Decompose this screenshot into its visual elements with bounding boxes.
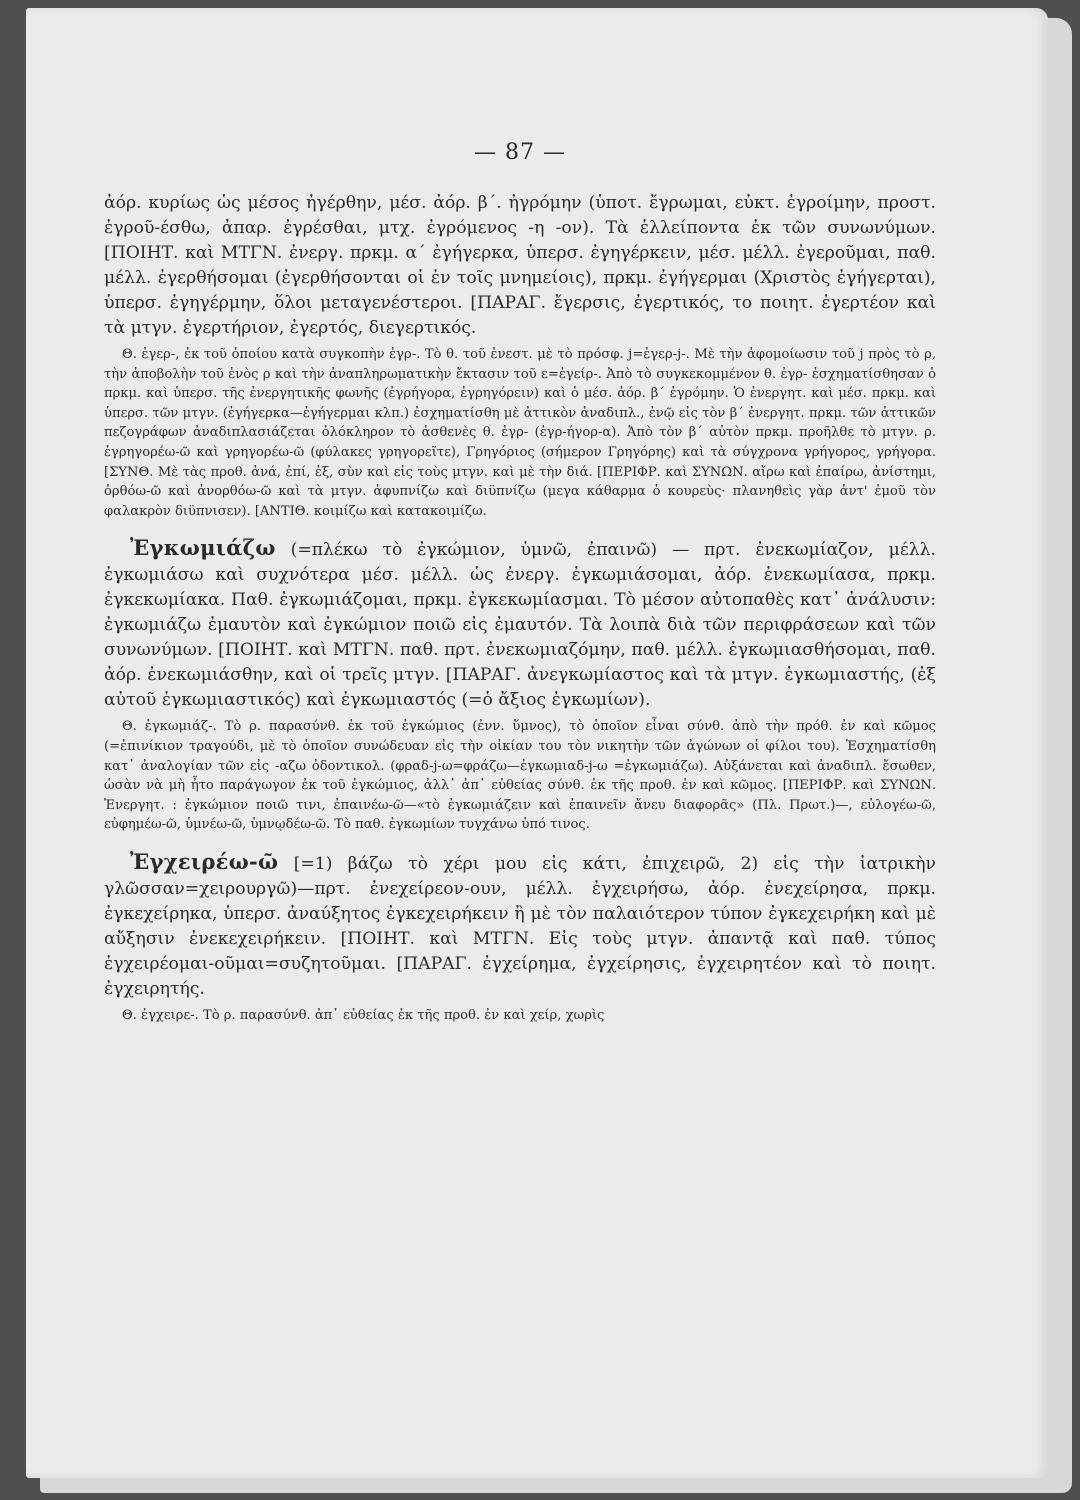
entry-body bbox=[104, 535, 936, 713]
entry-body-text: (=πλέκω τὸ ἐγκώμιον, ὑμνῶ, ἐπαινῶ) — πρτ. ἐνεκωμίαζον, μέλλ. ἐγκωμιάσω καὶ συχνότερα μέσ. μέλλ. ὡς ἐνεργ. ἐγκωμιάσομαι, ἀόρ. ἐνεκωμίασα, πρκμ. ἐγκεκωμίακα. Παθ. ἐγκωμιάζομαι, πρκμ. ἐγκεκωμίασμαι. Τὸ μέσον αὐτοπαθὲς κατ᾽ ἀνάλυσιν: ἐγκωμιάζω ἐμαυτὸν καὶ ἐγκώμιον ποιῶ εἰς ἐμαυτόν. Τὰ λοιπὰ διὰ τῶν περιφράσεων καὶ τῶν συνωνύμων. [ΠΟΙΗΤ. καὶ ΜΤΓΝ. παθ. πρτ. ἐνεκωμιαζόμην, παθ. μέλλ. ἐγκωμιασθήσομαι, παθ. ἀόρ. ἐνεκωμιάσθην, καὶ οἱ τρεῖς μτγν. [ΠΑΡΑΓ. ἀνεγκωμίαστος καὶ τὰ μτγν. ἐγκωμιαστής, (ἐξ αὐτοῦ ἐγκωμιαστικός) καὶ ἐγκωμιαστός (=ὁ ἄξιος ἐγκωμίων). bbox=[104, 540, 936, 711]
dictionary-entry bbox=[104, 849, 936, 1026]
entry-headword: Ἐγχειρέω-ῶ bbox=[130, 848, 279, 874]
entry-headword: Ἐγκωμιάζω bbox=[130, 535, 276, 561]
page-number: — 87 — bbox=[474, 140, 566, 165]
dictionary-entry bbox=[104, 535, 936, 835]
entry-etymology: Θ. ἐγερ-, ἐκ τοῦ ὁποίου κατὰ συγκοπὴν ἐγρ-. Τὸ θ. τοῦ ἐνεστ. μὲ τὸ πρόσφ. j=ἐγερ-j-. Μὲ τὴν ἀφομοίωσιν τοῦ j πρὸς τὸ ρ, τὴν ἀποβολὴν τοῦ ἑνὸς ρ καὶ τὴν ἀναπληρωματικὴν ἔκτασιν τοῦ ε=ἐγείρ-. Ἀπὸ τὸ συγκεκομμένον θ. ἐγρ- ἐσχηματίσθησαν ὁ πρκμ. καὶ ὑπερσ. τῆς ἐνεργητικῆς φωνῆς (ἐγρήγορα, ἐγρηγόρειν) καὶ ὁ μέσ. ἀόρ. β΄ ἐγρόμην. Ὁ ἐνεργητ. καὶ μέσ. πρκμ. καὶ ὑπερσ. τῶν μτγν. (ἐγήγερκα—ἐγήγερμαι κλπ.) ἐσχηματίσθη μὲ ἀττικὸν ἀναδιπλ., ἐνῷ εἰς τὸν β΄ ἐνεργητ. πρκμ. τῶν ἀττικῶν πεζογράφων ἀναδιπλασιάζεται ὁλόκληρον τὸ ἀσθενὲς θ. ἐγρ- (ἐγρ-ήγορ-α). Ἀπὸ τὸν β΄ αὐτὸν πρκμ. προῆλθε τὸ μτγν. ρ. ἐγρηγορέω-ῶ καὶ γρηγορέω-ῶ (φύλακες γρηγορεῖτε), Γρηγόριος (σήμερον Γρηγόρης) καὶ τὰ σύγχρονα γρήγορος, γρήγορα. [ΣΥΝΘ. Μὲ τὰς προθ. ἀνά, ἐπί, ἐξ, σὺν καὶ εἰς τοὺς μτγν. καὶ μὲ τὴν διά. [ΠΕΡΙΦΡ. καὶ ΣΥΝΩΝ. αἴρω καὶ ἐπαίρω, ἀνίστημι, ὀρθόω-ῶ καὶ ἀνορθόω-ῶ καὶ τὰ μτγν. ἀφυπνίζω καὶ διϋπνίζω (μεγα κάθαρμα ὁ κουρεὺς· πλανηθεὶς γὰρ ἀντ' ἐμοῦ τὸν φαλακρὸν διϋπνισεν). [ΑΝΤΙΘ. κοιμίζω καὶ κατακοιμίζω. bbox=[104, 347, 936, 519]
dictionary-entry bbox=[104, 191, 936, 521]
entry-body-text: [=1) βάζω τὸ χέρι μου εἰς κάτι, ἐπιχειρῶ, 2) εἰς τὴν ἰατρικὴν γλῶσσαν=χειρουργῶ)—πρτ. ἐνεχείρεον-ουν, μέλλ. ἐγχειρήσω, ἀόρ. ἐνεχείρησα, πρκμ. ἐγκεχείρηκα, ὑπερσ. ἀναύξητος ἐγκεχειρήκειν ἢ μὲ τὸν παλαιότερον τύπον ἐγκεχειρήκη καὶ μὲ αὔξησιν ἐνεκεχειρήκειν. [ΠΟΙΗΤ. καὶ ΜΤΓΝ. Εἰς τοὺς μτγν. ἀπαντᾷ καὶ παθ. τύπος ἐγχειρέομαι-οῦμαι=συζητοῦμαι. [ΠΑΡΑΓ. ἐγχείρημα, ἐγχείρησις, ἐγχειρητέον καὶ τὸ ποιητ. ἐγχειρητής. bbox=[104, 853, 936, 999]
entry-body bbox=[104, 191, 936, 341]
page-text-block bbox=[104, 140, 936, 1026]
entry-etymology: Θ. ἐγχειρε-. Τὸ ρ. παρασύνθ. ἀπ᾽ εὐθείας ἐκ τῆς προθ. ἐν καὶ χείρ, χωρὶς bbox=[122, 1007, 605, 1023]
entry-body bbox=[104, 849, 936, 1002]
book-page bbox=[26, 8, 1048, 1478]
entry-body-text: ἀόρ. κυρίως ὡς μέσος ἠγέρθην, μέσ. ἀόρ. β΄. ἠγρόμην (ὑποτ. ἔγρωμαι, εὐκτ. ἐγροίμην, προστ. ἐγροῦ-έσθω, ἀπαρ. ἐγρέσθαι, μτχ. ἐγρόμενος -η -ον). Τὰ ἐλλείποντα ἐκ τῶν συνωνύμων. [ΠΟΙΗΤ. καὶ ΜΤΓΝ. ἐνεργ. πρκμ. α΄ ἐγήγερκα, ὑπερσ. ἐγηγέρκειν, μέσ. μέλλ. ἐγεροῦμαι, παθ. μέλλ. ἐγερθήσομαι (ἐγερθήσονται οἱ ἐν τοῖς μνημείοις), πρκμ. ἐγήγερμαι (Χριστὸς ἐγήγερται), ὑπερσ. ἐγηγέρμην, ὅλοι μεταγενέστεροι. [ΠΑΡΑΓ. ἔγερσις, ἐγερτικός, το ποιητ. ἐγερτέον καὶ τὰ μτγν. ἐγερτήριον, ἐγερτός, διεγερτικός. bbox=[104, 193, 936, 338]
entry-etymology: Θ. ἐγκωμιάζ-. Τὸ ρ. παρασύνθ. ἐκ τοῦ ἐγκώμιος (ἐνν. ὕμνος), τὸ ὁποῖον εἶναι σύνθ. ἀπὸ τὴν πρόθ. ἐν καὶ κῶμος (=ἐπινίκιον τραγούδι, μὲ τὸ ὁποῖον συνώδευαν εἰς τὴν οἰκίαν του τὸν νικητὴν τῶν ἀγώνων οἱ φίλοι του). Ἐσχηματίσθη κατ᾽ ἀναλογίαν τῶν εἰς -αζω ὀδοντικολ. (φραδ-j-ω=φράζω—ἐγκωμιαδ-j-ω =ἐγκωμιάζω). Αὐξάνεται καὶ ἀναδιπλ. ἔσωθεν, ὡσὰν νὰ μὴ ἦτο παράγωγον ἐκ τοῦ ἐγκώμιος, ἀλλ᾽ ἀπ᾽ εὐθείας σύνθ. ἐκ τῆς προθ. ἐν καὶ κῶμος. [ΠΕΡΙΦΡ. καὶ ΣΥΝΩΝ. Ἐνεργητ. : ἐγκώμιον ποιῶ τινι, ἐπαινέω-ῶ—«τὸ ἐγκωμιάζειν καὶ ἐπαινεῖν ἄνευ διαφορᾶς» (Πλ. Πρωτ.)—, εὐλογέω-ῶ, εὐφημέω-ῶ, ὑμνέω-ῶ, ὑμνῳδέω-ῶ. Τὸ παθ. ἐγκωμίων τυγχάνω ὑπό τινος. bbox=[104, 719, 936, 833]
